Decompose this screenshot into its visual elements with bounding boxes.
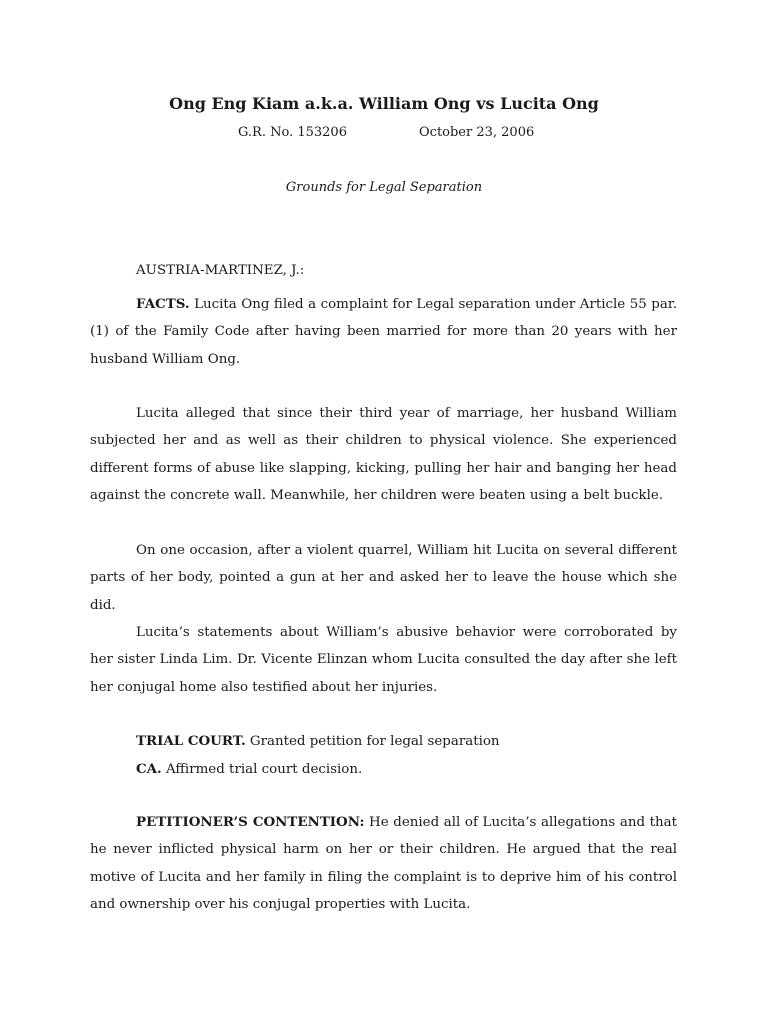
trial-court-label: TRIAL COURT. [136,733,246,749]
trial-court-line [136,731,500,752]
ca-line [136,759,362,780]
case-title: Ong Eng Kiam a.k.a. William Ong vs Lucita Ong [169,94,599,113]
ponente: AUSTRIA-MARTINEZ, J.: [136,263,305,278]
petitioner-label: PETITIONER’S CONTENTION: [136,814,365,830]
corroboration-paragraph: Lucita’s statements about William’s abusive behavior were corroborated by her sister Linda Lim. Dr. Vicente Elinzan whom Lucita consulted the day after she left her conjugal home also testified about her injuries. [90,625,677,695]
ca-text: Affirmed trial court decision. [161,762,363,777]
facts-text: Lucita Ong filed a complaint for Legal separation under Article 55 par. (1) of the Family Code after having been married for more than 20 years with her husband William Ong. [90,297,677,367]
petitioner-text: He denied all of Lucita’s allegations and that he never inflicted physical harm on her or their children. He argued that the real motive of Lucita and her family in filing the complaint is to deprive him of his control and ownership over his conjugal properties with Lucita. [90,815,677,912]
facts-label: FACTS. [136,296,190,312]
facts-paragraph [90,291,677,373]
decision-date: October 23, 2006 [419,125,535,140]
ca-label: CA. [136,761,162,777]
quarrel-paragraph: On one occasion, after a violent quarrel, William hit Lucita on several different parts of her body, pointed a gun at her and asked her to leave the house which she did. [90,543,677,613]
case-subtitle: Grounds for Legal Separation [285,180,483,195]
case-meta [0,123,768,143]
abuse-paragraph: Lucita alleged that since their third year of marriage, her husband William subjected her and as well as their children to physical violence. She experienced different forms of abuse like slapping, kicking, pulling her hair and banging her head against the concrete wall. Meanwhile, her children were beaten using a belt buckle. [90,406,677,503]
trial-court-text: Granted petition for legal separation [245,734,500,749]
gr-number: G.R. No. 153206 [238,125,347,140]
petitioner-paragraph [90,809,677,918]
